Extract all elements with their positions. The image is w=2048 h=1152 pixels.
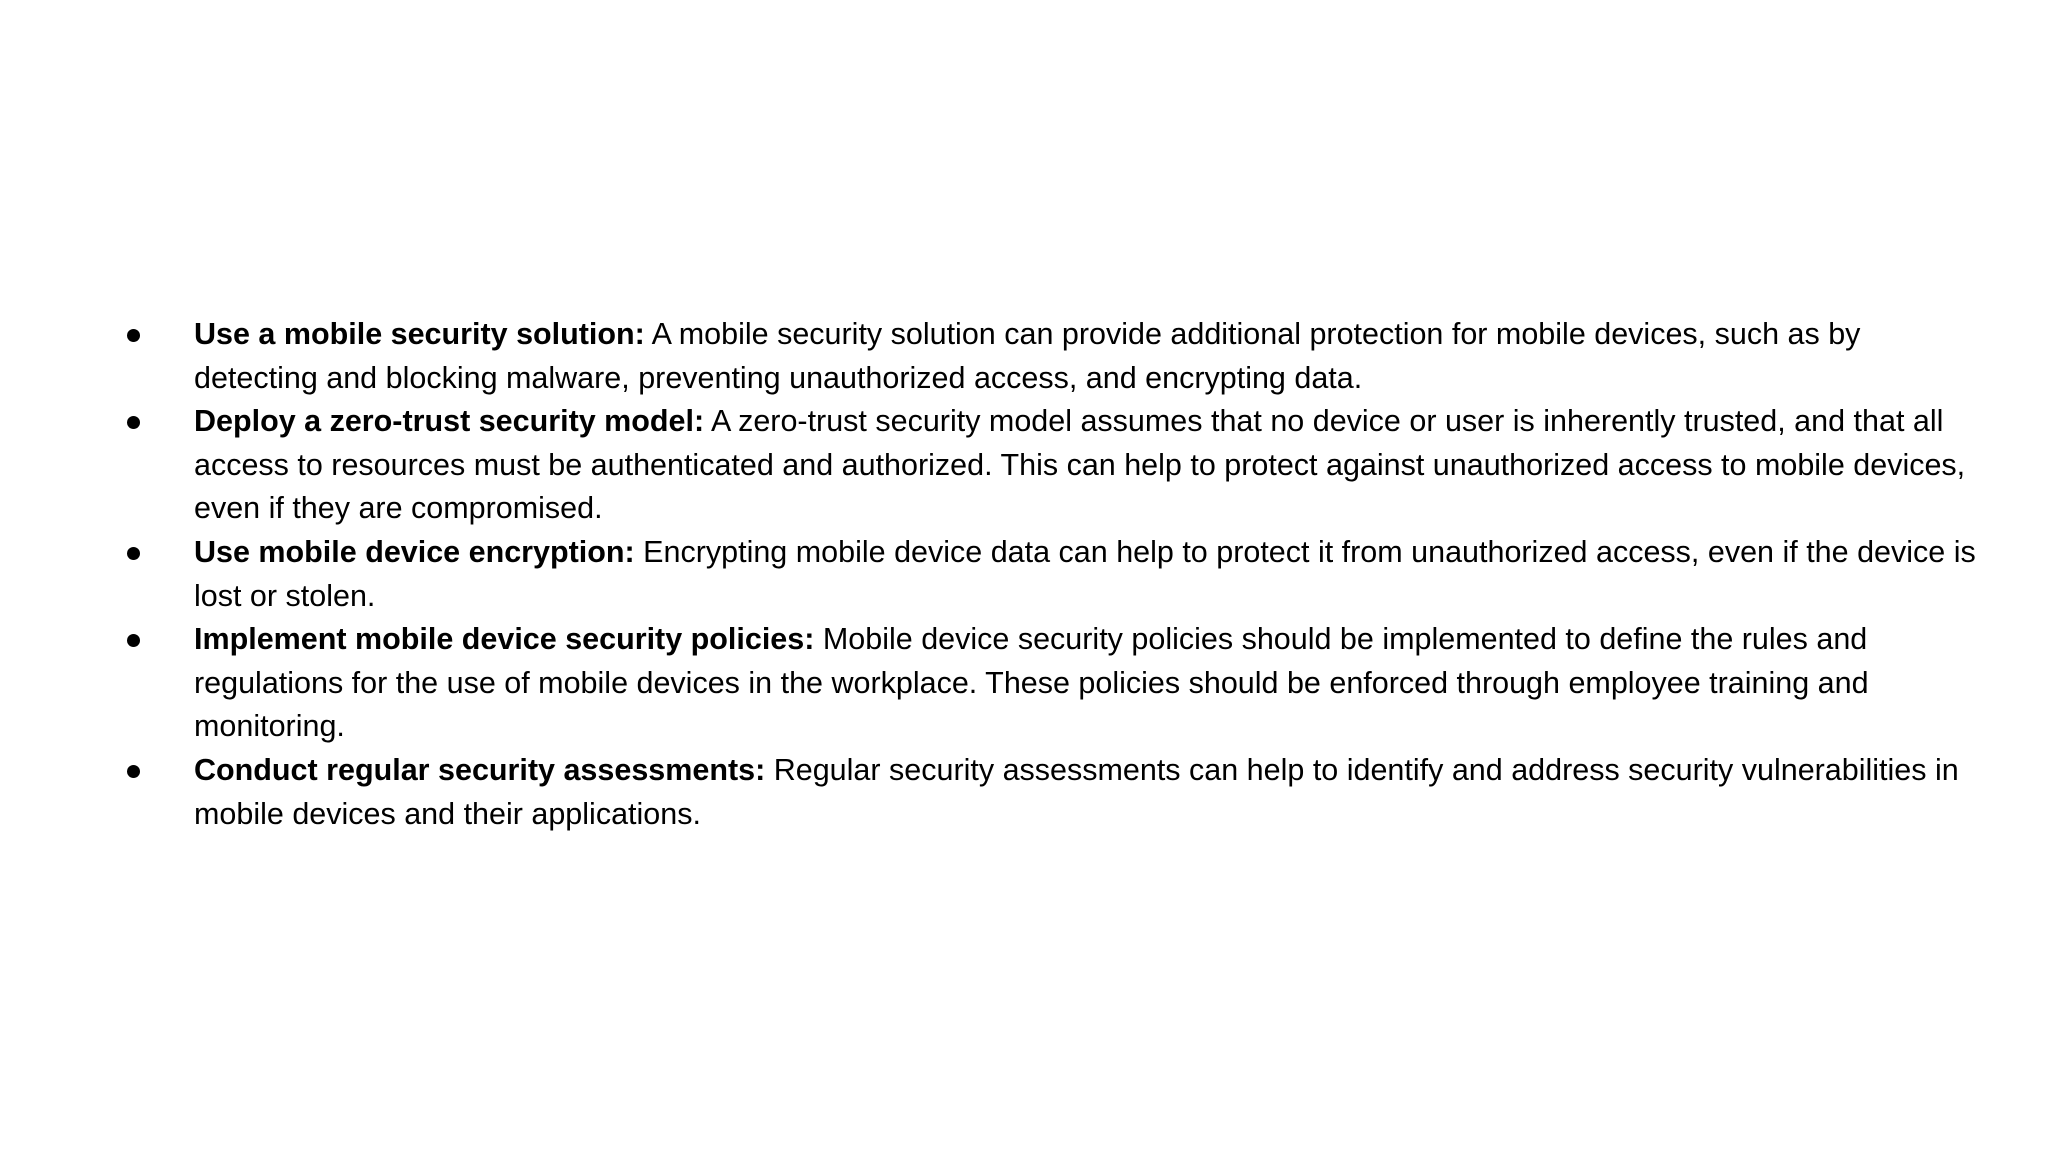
bullet-item-mobile-security-solution bbox=[127, 313, 1977, 400]
bullet-item-security-assessments bbox=[127, 749, 1977, 836]
bullet-heading: Use a mobile security solution: bbox=[194, 317, 645, 351]
bullet-dot-icon bbox=[127, 416, 140, 429]
bullet-dot-icon bbox=[127, 547, 140, 560]
bullet-heading: Deploy a zero-trust security model: bbox=[194, 404, 705, 439]
bullet-text: Encrypting mobile device data can help to protect it from unauthorized access, even if the device is lost or stolen. bbox=[194, 534, 1976, 613]
bullet-item-security-policies bbox=[127, 618, 1977, 749]
bullet-item-zero-trust-model bbox=[127, 400, 1977, 531]
bullet-dot-icon bbox=[127, 329, 140, 342]
bullet-item-device-encryption bbox=[127, 531, 1977, 618]
bullet-text: Mobile device security policies should be implemented to define the rules and regulations for the use of mobile devices in the workplace. These policies should be enforced through employee training and monitoring. bbox=[194, 622, 1869, 744]
bullet-text: Regular security assessments can help to identify and address security vulnerabilities in mobile devices and their applications. bbox=[194, 752, 1959, 831]
bullet-dot-icon bbox=[127, 634, 140, 647]
bullet-text: A zero-trust security model assumes that no device or user is inherently trusted, and that all access to resources must be authenticated and authorized. This can help to protect against unauthorized access to mobile devices, even if they are compromised. bbox=[194, 404, 1966, 526]
bullet-text: A mobile security solution can provide additional protection for mobile devices, such as by detecting and blocking malware, preventing unauthorized access, and encrypting data. bbox=[194, 317, 1861, 395]
bullet-dot-icon bbox=[127, 765, 140, 778]
bullet-heading: Implement mobile device security policies: bbox=[194, 622, 815, 657]
bullet-heading: Conduct regular security assessments: bbox=[194, 752, 766, 787]
bullet-heading: Use mobile device encryption: bbox=[194, 534, 635, 569]
bullet-list bbox=[127, 313, 1977, 836]
